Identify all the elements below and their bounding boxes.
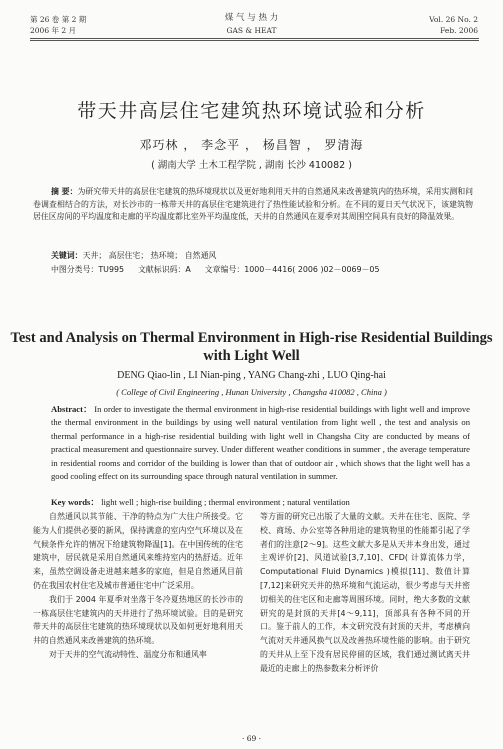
keywords-cn — [51, 250, 216, 261]
abstract-en-text: In order to investigate the thermal environment in high-rise residential buildings with light well and improve the thermal environment in the buildings by using well natural ventilation from light well , the test and analysis on thermal performance in a high-rise residential building with light well in Changsha City are conducted by means of practical measurement and questionnaire survey. Under different weather conditions in summer , the average temperature in residential rooms and corridor of the building is lower than that of outdoor air , which shows that the light well has a good cooling effect on its surrounding space through natural ventilation in summer. — [51, 404, 470, 482]
volume-en: Vol. 26 No. 2 — [429, 15, 478, 24]
running-header — [0, 0, 503, 40]
journal-name-cn: 煤 气 与 热 力 — [224, 13, 279, 23]
keywords-en — [51, 496, 350, 508]
keywords-cn-label: 关键词： — [51, 251, 83, 260]
article-title-cn: 带天井高层住宅建筑热环境试验和分析 — [77, 100, 426, 122]
page-number: · 69 · — [241, 734, 262, 743]
abstract-cn — [33, 186, 473, 224]
keywords-en-label: Key words： — [51, 497, 99, 507]
body-column-left — [33, 510, 243, 662]
body-paragraph: 对于天井的空气流动特性、温度分布和通风率 — [49, 649, 207, 659]
article-title-en: Test and Analysis on Thermal Environment in High-rise Residential Buildings with Light Well — [10, 330, 493, 364]
affiliation-cn: ( 湖南大学 土木工程学院 , 湖南 长沙 410082 ) — [151, 160, 352, 171]
abstract-en — [51, 403, 470, 483]
body-paragraph: 自然通风以其节能、干净的特点为广大住户所接受。它能为人们提供必要的新风，保持满意的室内空气环境以及在气候条件允许的情况下给建筑物降温[1]。在中国传统的住宅建筑中，居民就是采用自然通风来维持室内的热舒适。近年来，虽然空调设备走进越来越多的家庭，但是自然通风目前仍在我国农村住宅及城市普通住宅中广泛采用。 — [33, 512, 243, 590]
journal-name-en: GAS & HEAT — [226, 26, 277, 35]
affiliation-en: ( College of Civil Engineering , Hunan University , Changsha 410082 , China ) — [116, 387, 387, 397]
issue-date-en: Feb. 2006 — [440, 26, 478, 35]
body-paragraph: 等方面的研究已出版了大量的文献。天井在住宅、医院、学校、商场、办公室等各种用途的建筑物里的性能都引起了学者们的注意[2～9]。这些文献大多是从天井本身出发，通过主观评价[2]、风道试验[3,7,10]、CFD( 计算流体力学，Computational Fluid Dynamics )模拟[11]、数值计算[7,12]来研究天井的热环境和气流运动，很少考虑与天井密切相关的住宅区和走廊等周围环境。同时，绝大多数的文献研究的是封顶的天井[4～9,11]，顶部具有各种不同的开口。鉴于前人的工作，本文研究没有封顶的天井，考虑横向气流对天井通风换气以及改善热环境性能的影响。由于研究的天井从上至下没有居民停留的区域，我们通过测试离天井最近的走廊上的热参数来分析评价 — [260, 512, 470, 673]
body-paragraph: 我们于 2004 年夏季对坐落于冬冷夏热地区的长沙市的一栋高层住宅建筑内的天井进行了热环境试验。目的是研究带天井的高层住宅建筑的热环境现状以及如何更好地利用天井的自然通风来改善建筑的热环境。 — [33, 594, 243, 646]
abstract-cn-text: 为研究带天井的高层住宅建筑的热环境现状以及更好地利用天井的自然通风来改善建筑内的热环境，采用实测和问卷调查相结合的方法，对长沙市的一栋带天井的高层住宅建筑进行了热性能试验和分析。在不同的夏日天气状况下，该建筑物居住区房间的平均温度和走廊的平均温度都比室外平均温度低，天井的自然通风在夏季对其周围空间具有良好的降温效果。 — [33, 187, 473, 222]
abstract-en-label: Abstract： — [51, 404, 92, 414]
classification-line — [51, 264, 393, 275]
keywords-en-text: light well ; high-rise building ; thermal environment ; natural ventilation — [101, 497, 350, 507]
abstract-cn-label: 摘 要： — [51, 187, 78, 196]
authors-cn: 邓巧林 ， 李念平 ， 杨昌智 ， 罗清海 — [139, 138, 364, 152]
volume-issue: 第 26 卷 第 2 期 — [30, 15, 87, 24]
clc-number: 中图分类号：TU995 — [51, 265, 125, 274]
document-code: 文献标识码：A — [138, 265, 191, 274]
issue-date-cn: 2006 年 2 月 — [30, 26, 77, 35]
header-rule — [30, 38, 479, 39]
keywords-cn-text: 天井； 高层住宅； 热环境； 自然通风 — [82, 251, 217, 260]
header-rule-thin — [30, 40, 479, 41]
authors-en: DENG Qiao-lin , LI Nian-ping , YANG Chang-zhi , LUO Qing-hai — [117, 370, 386, 381]
article-number: 文章编号：1000－4416( 2006 )02－0069－05 — [204, 265, 380, 274]
body-column-right — [260, 510, 470, 676]
